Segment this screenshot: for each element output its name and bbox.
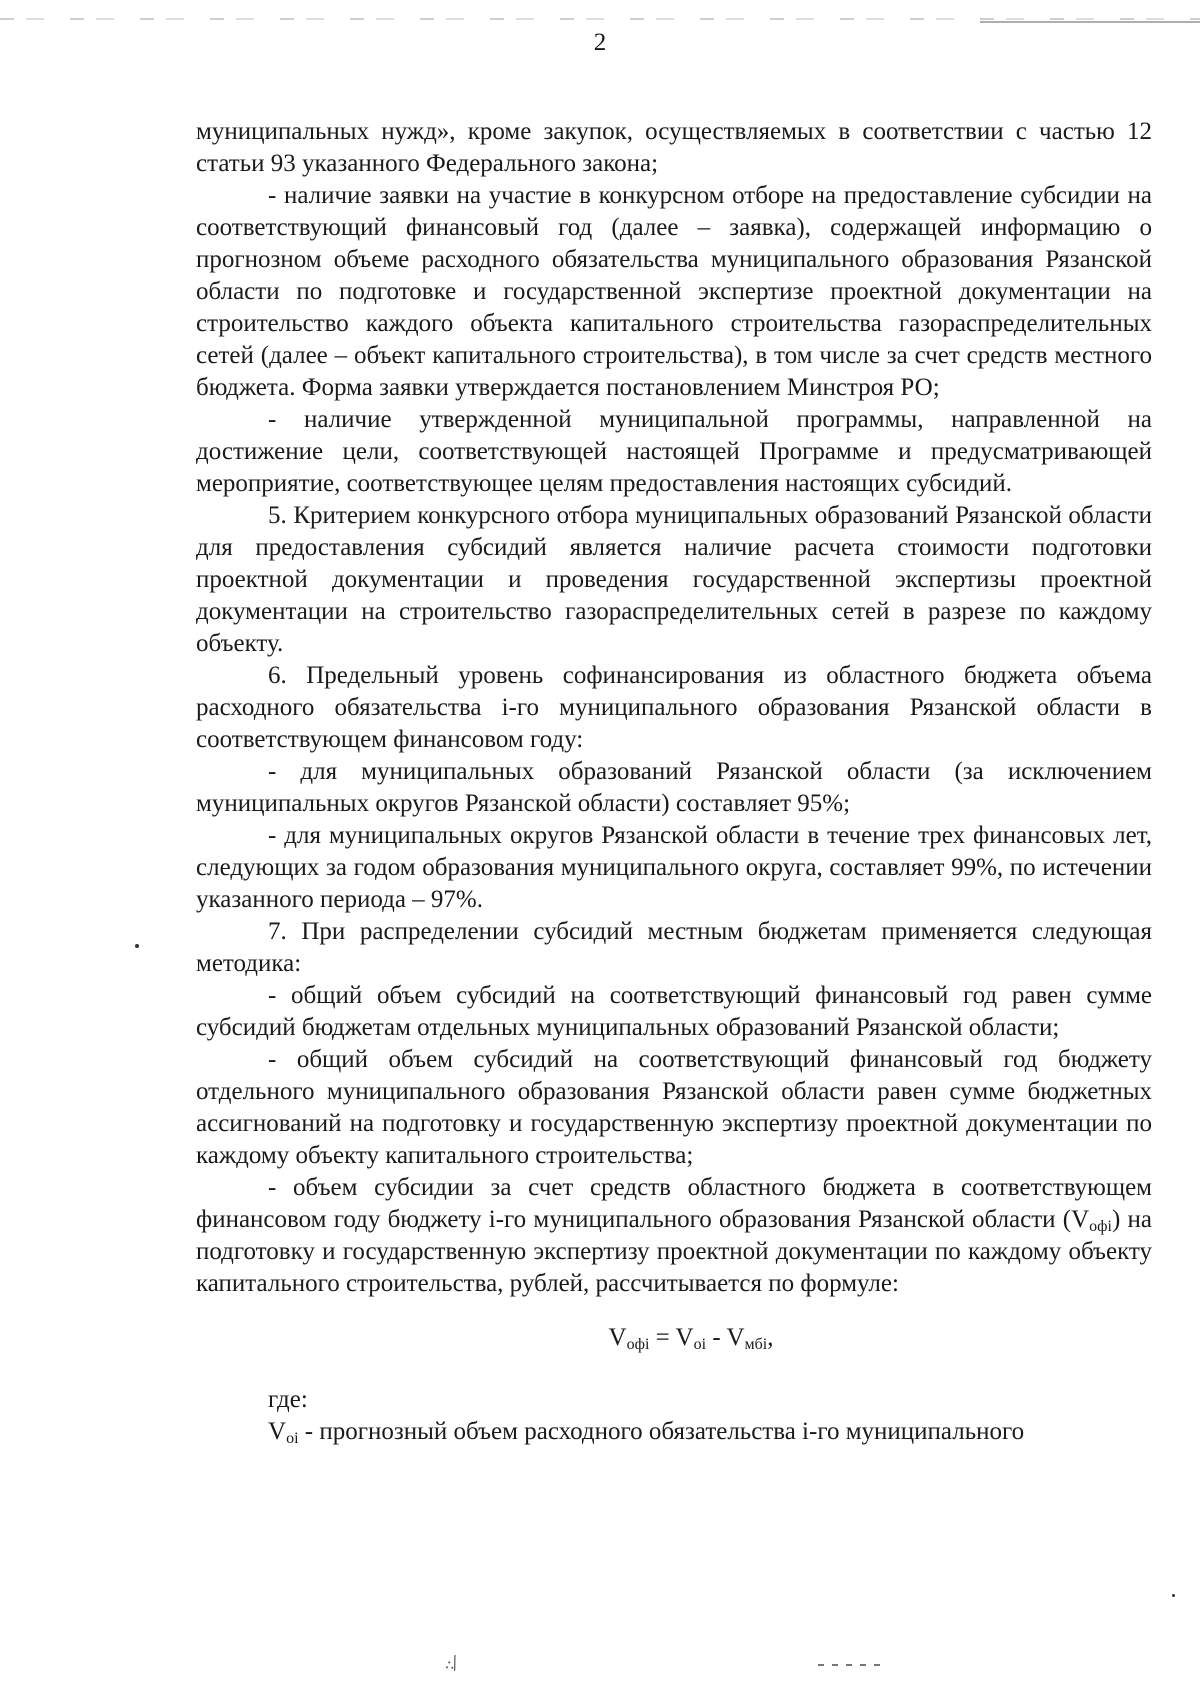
variable-subscript: офi: [1089, 1218, 1112, 1235]
paragraph: - для муниципальных округов Рязанской области в течение трех финансовых лет, следующих за годом образования муниципального округа, составляет 99%, по истечении указанного периода – 97%.: [196, 822, 1152, 913]
formula: [196, 1322, 1152, 1354]
scan-artifact-bottom: ⁖⁄: [439, 1654, 462, 1679]
paragraph: 5. Критерием конкурсного отбора муниципальных образований Рязанской области для предоставления субсидий является наличие расчета стоимости подготовки проектной документации и проведения государственной экспертизы проектной документации на строительство газораспределительных сетей в разрезе по каждому объекту.: [196, 502, 1152, 657]
scan-artifact-top: [0, 18, 1200, 20]
definition-variable-subscript: oi: [286, 1430, 299, 1447]
page-number: 2: [593, 29, 607, 56]
formula-term2: V: [726, 1324, 745, 1351]
paragraph-with-variable: [196, 1172, 1152, 1300]
formula-term2-subscript: мбi: [744, 1336, 768, 1353]
scan-artifact-top-right: [980, 21, 1200, 23]
paragraph-text-after: ) на подготовку и государственную экспертизу проектной документации по каждому объекту капитального строительства, рублей, рассчитывается по формуле:: [196, 1206, 1153, 1297]
formula-lhs-subscript: офi: [626, 1336, 650, 1353]
paragraph: - общий объем субсидий на соответствующий финансовый год равен сумме субсидий бюджетам отдельных муниципальных образований Рязанской области;: [196, 982, 1152, 1041]
definition-variable: V: [268, 1418, 287, 1445]
formula-equals: =: [649, 1324, 676, 1351]
formula-minus: -: [706, 1324, 727, 1351]
document-body: [196, 116, 1152, 1448]
paragraph: 7. При распределении субсидий местным бюджетам применяется следующая методика:: [196, 918, 1152, 977]
scan-artifact-bottom-right: [818, 1664, 888, 1666]
paragraph: 6. Предельный уровень софинансирования из областного бюджета объема расходного обязательства i-го муниципального образования Рязанской области в соответствующем финансовом году:: [196, 662, 1152, 753]
paragraph: - наличие утвержденной муниципальной программы, направленной на достижение цели, соответствующей настоящей Программе и предусматривающей мероприятие, соответствующее целям предоставления настоящих субсидий.: [196, 406, 1152, 497]
definition-text: - прогнозный объем расходного обязательства i-го муниципального: [298, 1418, 1025, 1445]
variable: V: [1071, 1206, 1090, 1233]
scan-dot: [1172, 1594, 1175, 1597]
paragraph-text-before: - объем субсидии за счет средств областного бюджета в соответствующем финансовом году бюджету i-го муниципального образования Рязанской области (: [196, 1174, 1152, 1233]
formula-term1: V: [675, 1324, 694, 1351]
formula-lhs: V: [608, 1324, 627, 1351]
paragraph: муниципальных нужд», кроме закупок, осуществляемых в соответствии с частью 12 статьи 93 указанного Федерального закона;: [196, 118, 1152, 177]
formula-end: ,: [767, 1324, 774, 1351]
scan-dot: [135, 944, 139, 948]
paragraph: - для муниципальных образований Рязанской области (за исключением муниципальных округов Рязанской области) составляет 95%;: [196, 758, 1152, 817]
paragraph: - наличие заявки на участие в конкурсном отборе на предоставление субсидии на соответствующий финансовый год (далее – заявка), содержащей информацию о прогнозном объеме расходного обязательства муниципального образования Рязанской области по подготовке и государственной экспертизе проектной документации на строительство каждого объекта капитального строительства газораспределительных сетей (далее – объект капитального строительства), в том числе за счет средств местного бюджета. Форма заявки утверждается постановлением Минстроя РО;: [196, 182, 1152, 401]
paragraph: - общий объем субсидий на соответствующий финансовый год бюджету отдельного муниципального образования Рязанской области равен сумме бюджетных ассигнований на подготовку и государственную экспертизу проектной документации по каждому объекту капитального строительства;: [196, 1046, 1152, 1169]
definition: [196, 1416, 1152, 1448]
where-label: где:: [268, 1386, 308, 1413]
formula-term1-subscript: oi: [693, 1336, 707, 1353]
